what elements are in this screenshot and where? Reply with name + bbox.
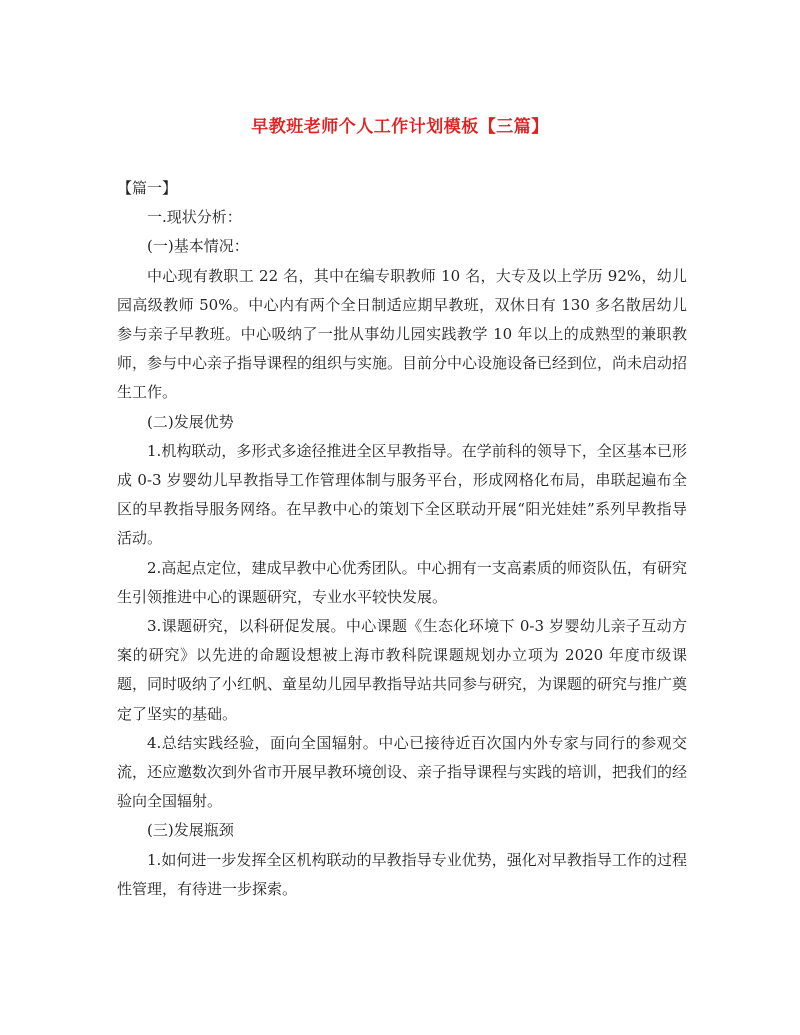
heading-status-analysis: 一.现状分析： bbox=[147, 208, 242, 227]
paragraph-advantage-4: 4.总结实践经验，面向全国辐射。中心已接待近百次国内外专家与同行的参观交流，还应邀数次到外省市开展早教环境创设、亲子指导课程与实践的培训，把我们的经验向全国辐射。 bbox=[117, 733, 688, 811]
document-body bbox=[117, 174, 687, 904]
paragraph-advantage-1: 1.机构联动，多形式多途径推进全区早教指导。在学前科的领导下，全区基本已形成 0-3 岁婴幼儿早教指导工作管理体制与服务平台，形成网格化布局，串联起遍布全区的早教指导服务网络。在早教中心的策划下全区联动开展“阳光娃娃”系列早教指导活动。 bbox=[117, 441, 687, 548]
section-heading-part-one: 【篇一】 bbox=[117, 179, 178, 197]
document-title: 早教班老师个人工作计划模板【三篇】 bbox=[251, 117, 549, 137]
paragraph-basic-situation: 中心现有教职工 22 名，其中在编专职教师 10 名，大专及以上学历 92%，幼儿园高级教师 50%。中心内有两个全日制适应期早教班，双休日有 130 多名散居幼儿参与亲子早教班。中心吸纳了一批从事幼儿园实践教学 10 年以上的成熟型的兼职教师，参与中心亲子指导课程的组织与实施。目前分中心设施设备已经到位，尚未启动招生工作。 bbox=[117, 266, 688, 402]
heading-development-bottleneck: (三)发展瓶颈 bbox=[147, 821, 234, 840]
heading-development-advantages: (二)发展优势 bbox=[147, 412, 234, 431]
paragraph-bottleneck-1: 1.如何进一步发挥全区机构联动的早教指导专业优势，强化对早教指导工作的过程性管理，有待进一步探索。 bbox=[117, 850, 687, 898]
paragraph-advantage-2: 2.高起点定位，建成早教中心优秀团队。中心拥有一支高素质的师资队伍，有研究生引领推进中心的课题研究，专业水平较快发展。 bbox=[117, 558, 687, 606]
heading-basic-situation: (一)基本情况： bbox=[147, 237, 249, 256]
paragraph-advantage-3: 3.课题研究，以科研促发展。中心课题《生态化环境下 0-3 岁婴幼儿亲子互动方案的研究》以先进的命题设想被上海市教科院课题规划办立项为 2020 年度市级课题，同时吸纳了小红帆、童星幼儿园早教指导站共同参与研究，为课题的研究与推广奠定了坚实的基础。 bbox=[117, 617, 688, 723]
